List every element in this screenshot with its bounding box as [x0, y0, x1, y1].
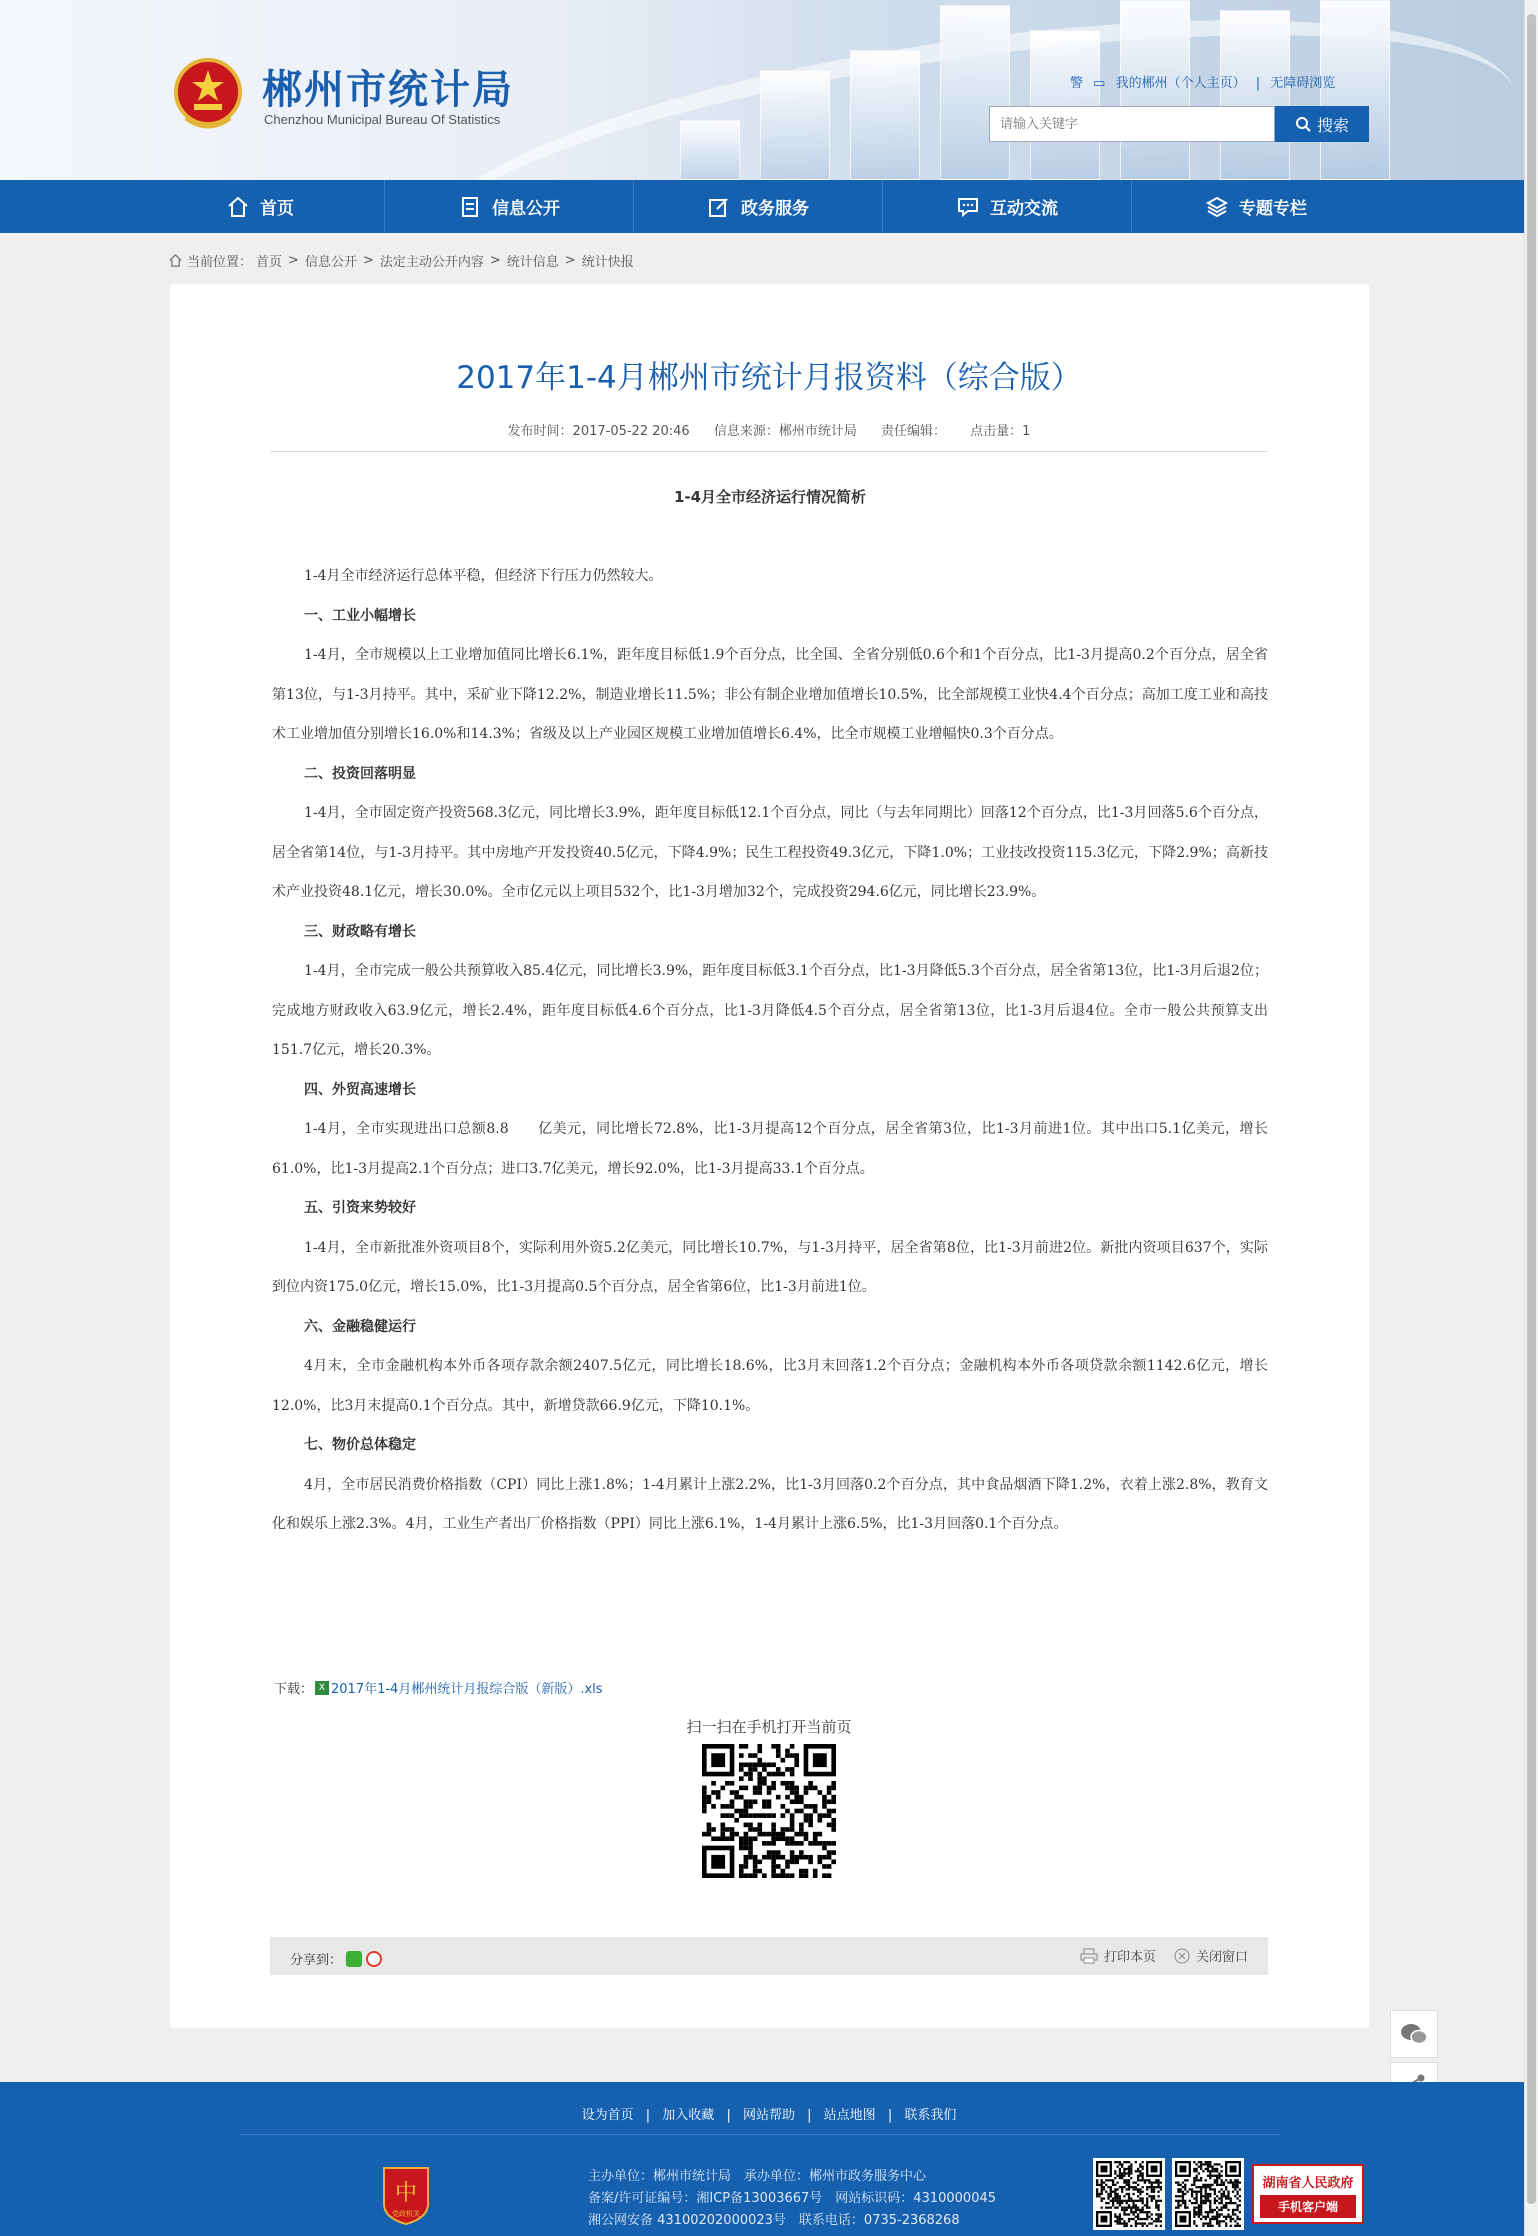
hunan-gov-app-badge[interactable]: [1252, 2164, 1364, 2224]
article-paragraph: 1-4月，全市固定资产投资568.3亿元，同比增长3.9%，距年度目标低12.1个百分点，同比（与去年同期比）回落12个百分点，比1-3月回落5.6个百分点，居全省第14位，与1-3月持平。其中房地产开发投资40.5亿元，下降4.9%；民生工程投资49.3亿元，下降1.0%；工业技改投资115.3亿元，下降2.9%；高新技术产业投资48.1亿元，增长30.0%。全市亿元以上项目532个，比1-3月增加32个，完成投资294.6亿元，同比增长23.9%。: [272, 805, 1268, 900]
chat-icon: [956, 195, 980, 219]
search-button-label: 搜索: [1316, 115, 1349, 135]
section-heading: 六、金融稳健运行: [304, 1318, 416, 1335]
nav-item-label: 互动交流: [990, 199, 1058, 219]
party-gov-badge-icon[interactable]: [380, 2164, 432, 2226]
nav-item-info[interactable]: [385, 180, 634, 233]
site-header: [0, 0, 1524, 180]
article-paragraph: 1-4月全市经济运行总体平稳，但经济下行压力仍然较大。: [304, 568, 663, 584]
print-button[interactable]: [1080, 1946, 1156, 1965]
footer-links: [0, 2104, 1538, 2123]
my-homepage-link[interactable]: 我的郴州（个人主页）: [1115, 76, 1246, 91]
national-emblem-icon: [172, 56, 244, 136]
footer-info: [588, 2166, 996, 2232]
share-actions: [1080, 1946, 1248, 1965]
breadcrumb-prefix: 当前位置：: [187, 255, 253, 270]
breadcrumb-home[interactable]: 首页: [256, 255, 283, 270]
section-heading: 一、工业小幅增长: [304, 607, 416, 624]
nav-item-home[interactable]: [136, 180, 385, 233]
printer-icon: [1080, 1948, 1098, 1964]
share-bar: [270, 1937, 1268, 1975]
nav-item-label: 首页: [260, 199, 294, 219]
footer-separator: |: [726, 2108, 731, 2123]
site-footer: [0, 2082, 1524, 2236]
footer-separator: |: [887, 2108, 893, 2123]
footer-icp[interactable]: 备案/许可证编号：湘ICP备13003667号 网站标识码：4310000045: [588, 2191, 997, 2206]
footer-link-sitemap[interactable]: 站点地图: [823, 2108, 876, 2123]
link-separator: |: [1255, 76, 1261, 91]
qr-label: 扫一扫在手机打开当前页: [686, 1718, 852, 1736]
gov-badge-subtitle: 手机客户端: [1260, 2195, 1356, 2218]
breadcrumb-stats-info[interactable]: 统计信息: [506, 255, 559, 270]
home-icon: [168, 253, 183, 268]
gov-badge-title: 湖南省人民政府: [1262, 2176, 1354, 2191]
footer-link-favorite[interactable]: 加入收藏: [662, 2108, 715, 2123]
article-paragraph: 1-4月，全市规模以上工业增加值同比增长6.1%，距年度目标低1.9个百分点，比全国、全省分别低0.6个和1个百分点，比1-3月提高0.2个百分点，居全省第13位，与1-3月持平。其中，采矿业下降12.2%，制造业增长11.5%；非公有制企业增加值增长10.5%，比全部规模工业快4.4个百分点；高加工度工业和高技术工业增加值分别增长16.0%和14.3%；省级及以上产业园区规模工业增加值增长6.4%，比全市规模工业增幅快0.3个百分点。: [272, 647, 1268, 742]
close-label: 关闭窗口: [1195, 1950, 1248, 1965]
footer-sponsor: 主办单位：郴州市统计局 承办单位：郴州市政务服务中心: [588, 2169, 927, 2184]
nav-item-label: 政务服务: [741, 199, 809, 219]
responsible-editor: 责任编辑：: [881, 424, 947, 439]
header-bars-decoration: [560, 0, 1524, 180]
nav-item-services[interactable]: [634, 180, 883, 233]
site-title[interactable]: 郴州市统计局: [262, 67, 514, 113]
section-heading: 四、外贸高速增长: [304, 1081, 416, 1098]
section-heading: 五、引资来势较好: [304, 1200, 416, 1216]
footer-qr-code-1: [1093, 2158, 1165, 2230]
top-links: [1070, 72, 1341, 91]
breadcrumb-statutory[interactable]: 法定主动公开内容: [379, 255, 484, 270]
article-paragraphs: [272, 557, 1268, 1545]
article-paragraph: 1-4月，全市新批准外资项目8个，实际利用外资5.2亿美元，同比增长10.7%，与1-3月持平，居全省第8位，比1-3月前进2位。新批内资项目637个，实际到位内资175.0亿元，增长15.0%，比1-3月提高0.5个百分点，居全省第6位，比1-3月前进1位。: [272, 1239, 1268, 1295]
scrollbar-thumb[interactable]: [1527, 14, 1536, 2204]
footer-link-help[interactable]: 网站帮助: [742, 2108, 795, 2123]
main-nav: [0, 180, 1524, 233]
close-circle-icon: [1174, 1948, 1190, 1964]
close-window-button[interactable]: [1174, 1946, 1248, 1965]
layers-icon: [1205, 195, 1229, 219]
article-paragraph: 1-4月，全市实现进出口总额8.8 亿美元，同比增长72.8%，比1-3月提高12个百分点，居全省第3位，比1-3月前进1位。其中出口5.1亿美元，增长61.0%，比1-3月提高2.1个百分点；进口3.7亿美元，增长92.0%，比1-3月提高33.1个百分点。: [272, 1121, 1268, 1177]
article-body: [272, 480, 1268, 1545]
nav-item-interaction[interactable]: [883, 180, 1132, 233]
wechat-icon: [1400, 2022, 1428, 2046]
section-heading: 三、财政略有增长: [304, 923, 416, 940]
svg-text:中: 中: [394, 2181, 418, 2206]
edit-icon: [707, 195, 731, 219]
footer-qr-code-2: [1172, 2158, 1244, 2230]
download-link[interactable]: 2017年1-4月郴州统计月报综合版（新版）.xls: [331, 1682, 603, 1697]
meta-divider: [270, 451, 1268, 452]
nav-item-topics[interactable]: [1132, 180, 1380, 233]
search-box: [989, 106, 1275, 142]
article-paragraph: 4月末，全市金融机构本外币各项存款余额2407.5亿元，同比增长18.6%，比3月末回落1.2个百分点；金融机构本外币各项贷款余额1142.6亿元，增长12.0%，比3月末提高0.1个百分点。其中，新增贷款66.9亿元，下降10.1%。: [272, 1358, 1268, 1414]
excel-file-icon: X: [315, 1681, 329, 1695]
police-link[interactable]: 警: [1070, 76, 1084, 91]
nav-item-label: 专题专栏: [1239, 199, 1307, 219]
search-button[interactable]: [1275, 106, 1369, 142]
side-wechat-button[interactable]: [1390, 2010, 1438, 2058]
publish-time: 发布时间：2017-05-22 20:46: [507, 424, 690, 439]
article-paragraph: 4月，全市居民消费价格指数（CPI）同比上涨1.8%；1-4月累计上涨2.2%，比1-3月回落0.2个百分点，其中食品烟酒下降1.2%，衣着上涨2.8%，教育文化和娱乐上涨2.3%。4月，工业生产者出厂价格指数（PPI）同比上涨6.1%，1-4月累计上涨6.5%，比1-3月回落0.1个百分点。: [272, 1476, 1268, 1532]
weibo-icon[interactable]: [366, 1951, 382, 1967]
footer-police-record[interactable]: 湘公网安备 43100202000023号 联系电话：0735-2368268: [588, 2213, 960, 2228]
footer-separator: |: [807, 2108, 812, 2123]
breadcrumb: 当前位置： 首页 > 信息公开 > 法定主动公开内容 > 统计信息 > 统计快报: [168, 251, 634, 270]
print-label: 打印本页: [1103, 1950, 1156, 1965]
wechat-icon[interactable]: [346, 1951, 362, 1967]
download-label: 下载：: [274, 1682, 314, 1697]
search-input[interactable]: [990, 107, 1274, 141]
footer-link-contact[interactable]: 联系我们: [904, 2108, 957, 2123]
share-left: [290, 1949, 382, 1968]
monitor-icon: ▭: [1093, 76, 1106, 91]
section-heading: 七、物价总体稳定: [304, 1437, 416, 1453]
site-subtitle: Chenzhou Municipal Bureau Of Statistics: [264, 112, 501, 127]
click-count: 点击量：1: [970, 424, 1031, 439]
page-qr-code: [702, 1744, 836, 1878]
document-icon: [458, 195, 482, 219]
home-icon: [226, 195, 250, 219]
article-meta: [0, 420, 1538, 439]
download-row: [274, 1678, 603, 1697]
article-paragraph: 1-4月，全市完成一般公共预算收入85.4亿元，同比增长3.9%，距年度目标低3.1个百分点，比1-3月降低5.3个百分点，居全省第13位，比1-3月后退2位；完成地方财政收入63.9亿元，增长2.4%，距年度目标低4.6个百分点，比1-3月降低4.5个百分点，居全省第13位，比1-3月后退4位。全市一般公共预算支出151.7亿元，增长20.3%。: [272, 963, 1268, 1058]
search-icon: [1295, 116, 1311, 132]
breadcrumb-stats-flash[interactable]: 统计快报: [581, 255, 634, 270]
share-label: 分享到：: [290, 1953, 343, 1968]
footer-divider: [240, 2134, 1280, 2135]
nav-item-label: 信息公开: [492, 199, 560, 219]
info-source: 信息来源：郴州市统计局: [713, 424, 857, 439]
breadcrumb-info[interactable]: 信息公开: [304, 255, 357, 270]
accessibility-link[interactable]: 无障碍浏览: [1270, 76, 1336, 91]
footer-separator: |: [645, 2108, 651, 2123]
svg-text:党政机关: 党政机关: [392, 2210, 420, 2218]
article-subtitle: 1-4月全市经济运行情况简析: [673, 488, 867, 506]
page-scrollbar[interactable]: [1524, 0, 1538, 2236]
section-heading: 二、投资回落明显: [304, 765, 416, 782]
footer-link-set-home[interactable]: 设为首页: [581, 2108, 634, 2123]
article-title: 2017年1-4月郴州市统计月报资料（综合版）: [456, 360, 1082, 396]
